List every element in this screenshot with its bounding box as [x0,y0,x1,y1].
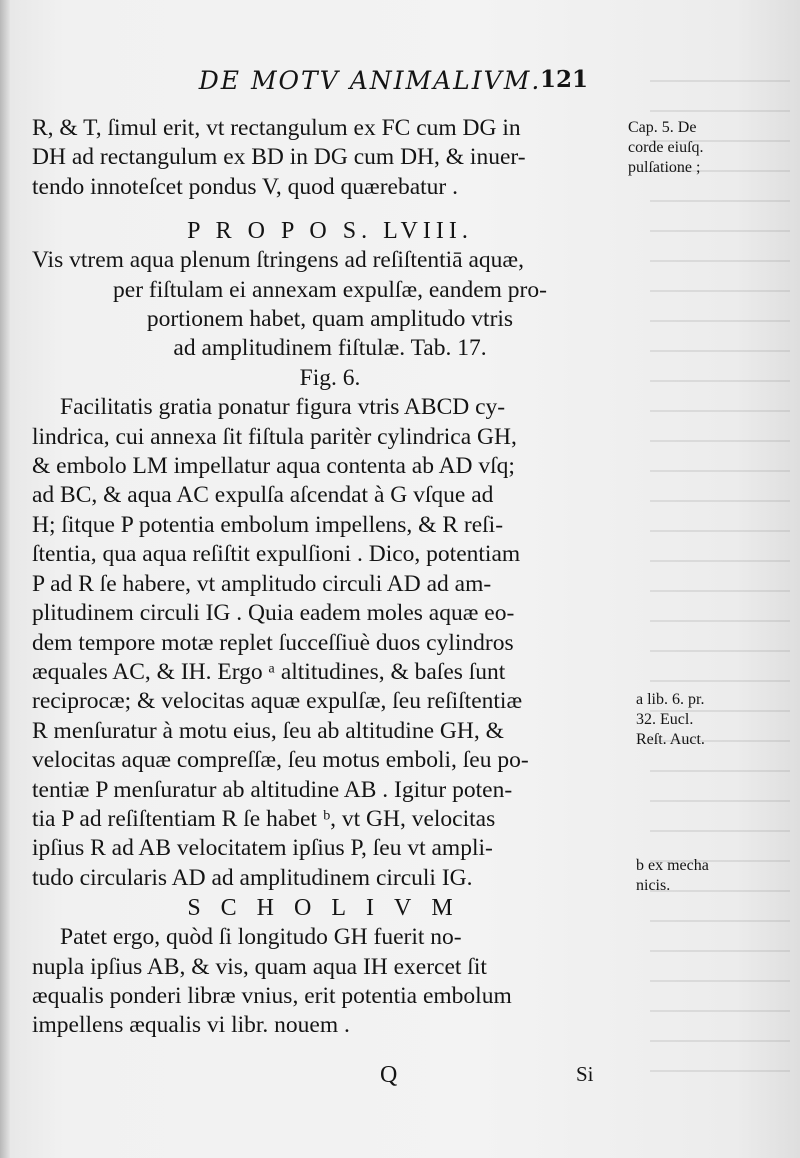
body-line-1: Facilitatis gratia ponatur figura vtris ABCD cy- [60,394,506,421]
scholium-line-4: impellens æqualis vi libr. nouem . [32,1012,350,1039]
running-title: DE MOTV ANIMALIVM. [198,66,542,95]
body-line-14: tentiæ P menſuratur ab altitudine AB . Igitur poten- [32,776,513,803]
margin-note-line: pulſatione ; [628,159,701,176]
text-line-1: R, & T, ſimul erit, vt rectangulum ex FC cum DG in [32,115,521,141]
page-number: 121 [540,66,589,93]
body-line-13: velocitas aquæ compreſſæ, ſeu motus emboli, ſeu po- [32,747,529,774]
proposition-line-2: per fiſtulam ei annexam expulſæ, eandem pro- [113,276,547,303]
margin-note-euclid [636,690,705,750]
proposition-line-1: Vis vtrem aqua plenum ſtringens ad reſiſtentiā aquæ, [32,247,524,274]
margin-note-line: 32. Eucl. [636,711,694,728]
text-line-3: tendo innoteſcet pondus V, quod quærebatur . [32,173,458,200]
main-text-block [32,114,628,1041]
margin-note-line: nicis. [636,877,671,894]
scholium-heading: SCHOLIVM [187,895,473,922]
page-gutter-shadow [0,0,10,1158]
body-line-10: æquales AC, & IH. Ergo ᵃ altitudines, & baſes ſunt [32,658,506,685]
proposition-line-4: ad amplitudinem fiſtulæ. Tab. 17. [173,335,487,362]
body-line-4: ad BC, & aqua AC expulſa aſcendat à G vſque ad [32,482,494,509]
bleed-through-texture [650,80,790,1080]
margin-note-line: Cap. 5. De [628,119,697,136]
body-line-9: dem tempore motæ replet ſucceſſiuè duos cylindros [32,629,514,656]
body-line-6: ſtentia, qua aqua reſiſtit expulſioni . Dico, potentiam [32,541,521,568]
signature-mark: Q [380,1062,398,1088]
figure-reference: Fig. 6. [299,364,361,391]
margin-note-line: corde eiuſq. [628,139,704,156]
body-line-12: R menſuratur à motu eius, ſeu ab altitudine GH, & [32,717,504,744]
margin-note-line: b ex mecha [636,857,709,874]
margin-note-line: Reſt. Auct. [636,731,705,748]
scholium-line-3: æqualis ponderi libræ vnius, erit potentia embolum [32,982,512,1009]
body-line-16: ipſius R ad AB velocitatem ipſius P, ſeu vt ampli- [32,835,493,862]
margin-note-chapter [628,118,704,178]
margin-note-line: a lib. 6. pr. [636,691,705,708]
body-line-17: tudo circularis AD ad amplitudinem circuli IG. [32,864,473,891]
body-line-3: & embolo LM impellatur aqua contenta ab AD vſq; [32,453,515,480]
body-line-2: lindrica, cui annexa ſit fiſtula paritèr cylindrica GH, [32,423,517,450]
scholium-line-2: nupla ipſius AB, & vis, quam aqua IH exercet ſit [32,953,487,980]
catchword: Si [576,1062,594,1086]
body-line-8: plitudinem circuli IG . Quia eadem moles aquæ eo- [32,600,515,627]
text-line-2: DH ad rectangulum ex BD in DG cum DH, & inuer- [32,144,526,171]
body-line-15: tia P ad reſiſtentiam R ſe habet ᵇ, vt GH, velocitas [32,805,496,832]
body-line-7: P ad R ſe habere, vt amplitudo circuli AD ad am- [32,570,492,597]
proposition-line-3: portionem habet, quam amplitudo vtris [146,306,514,333]
body-line-5: H; ſitque P potentia embolum impellens, & R reſi- [32,511,504,538]
proposition-title: P R O P O S. LVIII. [187,218,473,245]
scholium-line-1: Patet ergo, quòd ſi longitudo GH fuerit no- [60,924,462,951]
margin-note-mechanics [636,856,709,896]
body-line-11: reciprocæ; & velocitas aquæ expulſæ, ſeu reſiſtentiæ [32,688,523,715]
